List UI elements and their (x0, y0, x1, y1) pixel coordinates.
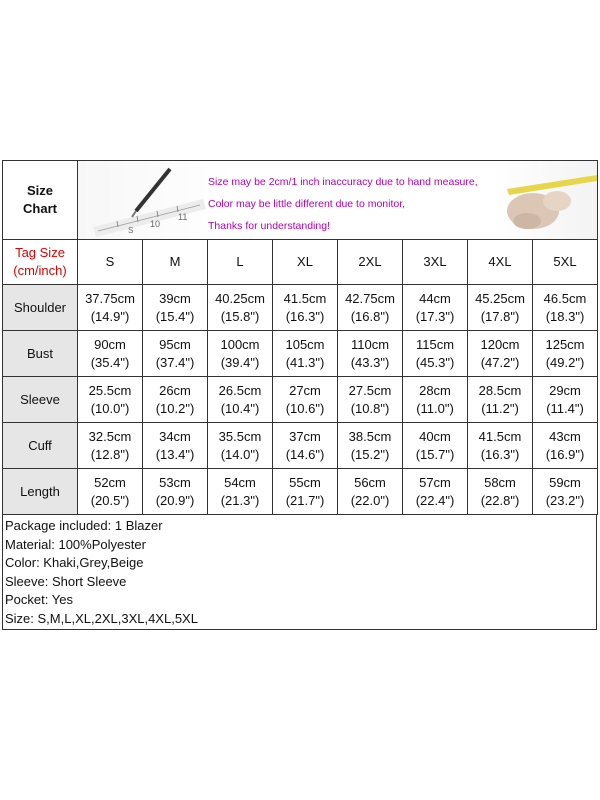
measurement-cell (208, 285, 273, 331)
measurement-row (3, 469, 598, 515)
ruler-mark-10: 10 (150, 219, 161, 229)
row-label: Shoulder (3, 285, 78, 331)
cm-value: 37cm (289, 428, 321, 444)
product-info-panel (2, 514, 597, 630)
inch-value: (22.8") (480, 492, 520, 508)
measurement-cell (78, 285, 143, 331)
cm-value: 46.5cm (543, 290, 587, 306)
inch-value: (16.3") (285, 308, 325, 324)
size-header-l: L (208, 240, 273, 285)
measurement-cell (78, 469, 143, 515)
inch-value: (41.3") (285, 354, 325, 370)
inch-value: (13.4") (155, 446, 195, 462)
cm-value: 53cm (159, 474, 191, 490)
cm-value: 25.5cm (88, 382, 132, 398)
measurement-row (3, 423, 598, 469)
measurement-cell (533, 331, 598, 377)
cm-value: 34cm (159, 428, 191, 444)
info-color: Color: Khaki,Grey,Beige (5, 555, 144, 571)
row-label: Bust (3, 331, 78, 377)
cm-value: 59cm (549, 474, 581, 490)
inch-value: (35.4") (90, 354, 130, 370)
cm-value: 29cm (549, 382, 581, 398)
inch-value: (23.2") (545, 492, 585, 508)
hand-tape-measure-icon (487, 161, 597, 239)
row-label: Sleeve (3, 377, 78, 423)
cm-value: 100cm (220, 336, 260, 352)
ruler-mark-11: 11 (178, 212, 188, 222)
inch-value: (39.4") (220, 354, 260, 370)
cm-value: 26.5cm (218, 382, 262, 398)
inch-value: (49.2") (545, 354, 585, 370)
inch-value: (10.0") (90, 400, 130, 416)
size-header-3xl: 3XL (403, 240, 468, 285)
measurement-cell (273, 377, 338, 423)
measurement-cell (338, 285, 403, 331)
cm-value: 44cm (419, 290, 451, 306)
cm-value: 125cm (545, 336, 585, 352)
inch-value: (12.8") (90, 446, 130, 462)
measurement-cell (78, 423, 143, 469)
size-header-2xl: 2XL (338, 240, 403, 285)
cm-value: 43cm (549, 428, 581, 444)
cm-value: 115cm (415, 336, 455, 352)
size-chart-title (3, 161, 78, 240)
note-color: Color may be little different due to monitor, (208, 198, 406, 210)
size-header-5xl: 5XL (533, 240, 598, 285)
inch-value: (11.2") (481, 400, 519, 416)
inch-value: (17.3") (415, 308, 455, 324)
measurement-cell (78, 331, 143, 377)
cm-value: 32.5cm (88, 428, 132, 444)
cm-value: 40cm (419, 428, 451, 444)
measurement-cell (208, 469, 273, 515)
cm-value: 27.5cm (348, 382, 392, 398)
measurement-row (3, 331, 598, 377)
cm-value: 42.75cm (345, 290, 395, 306)
inch-value: (14.0") (220, 446, 260, 462)
cm-value: 55cm (289, 474, 321, 490)
size-header-xl: XL (273, 240, 338, 285)
measurement-row (3, 377, 598, 423)
note-inaccuracy: Size may be 2cm/1 inch inaccuracy due to hand measure, (208, 176, 478, 188)
cm-value: 40.25cm (215, 290, 265, 306)
inch-value: (37.4") (155, 354, 195, 370)
measurement-cell (143, 331, 208, 377)
inch-value: (45.3") (415, 354, 455, 370)
measurement-cell (403, 331, 468, 377)
size-header-m: M (143, 240, 208, 285)
info-size: Size: S,M,L,XL,2XL,3XL,4XL,5XL (5, 610, 198, 626)
measurement-cell (468, 377, 533, 423)
inch-value: (14.6") (285, 446, 325, 462)
inch-value: (10.8") (350, 400, 390, 416)
cm-value: 105cm (285, 336, 325, 352)
measurement-cell (273, 331, 338, 377)
measurement-cell (338, 377, 403, 423)
inch-value: (22.4") (415, 492, 455, 508)
measurement-cell (143, 469, 208, 515)
measurement-cell (208, 377, 273, 423)
cm-value: 90cm (94, 336, 126, 352)
measurement-cell (338, 423, 403, 469)
inch-value: (21.3") (220, 492, 260, 508)
inch-value: (14.9") (90, 308, 130, 324)
row-label: Cuff (3, 423, 78, 469)
inch-value: (10.6") (285, 400, 325, 416)
measurement-cell (78, 377, 143, 423)
cm-value: 41.5cm (478, 428, 522, 444)
inch-value: (21.7") (285, 492, 325, 508)
cm-value: 57cm (419, 474, 451, 490)
measurement-cell (208, 423, 273, 469)
tag-size-header (3, 240, 78, 285)
ruler-mark-s: S (128, 226, 134, 235)
measurement-cell (273, 285, 338, 331)
measurement-cell (403, 469, 468, 515)
cm-value: 27cm (289, 382, 321, 398)
measurement-cell (208, 331, 273, 377)
size-header-s: S (78, 240, 143, 285)
inch-value: (18.3") (545, 308, 585, 324)
row-label: Length (3, 469, 78, 515)
measurement-cell (273, 469, 338, 515)
cm-value: 58cm (484, 474, 516, 490)
inch-value: (17.8") (480, 308, 520, 324)
inch-value: (15.2") (350, 446, 390, 462)
cm-value: 28.5cm (478, 382, 522, 398)
cm-value: 38.5cm (348, 428, 392, 444)
inch-value: (43.3") (350, 354, 390, 370)
measurement-cell (533, 285, 598, 331)
inch-value: (15.4") (155, 308, 195, 324)
inch-value: (15.7") (415, 446, 455, 462)
info-package: Package included: 1 Blazer (5, 518, 163, 533)
measurement-cell (143, 285, 208, 331)
info-sleeve: Sleeve: Short Sleeve (5, 573, 127, 589)
cm-value: 52cm (94, 474, 126, 490)
cm-value: 26cm (159, 382, 191, 398)
measurement-cell (403, 423, 468, 469)
measurement-cell (533, 377, 598, 423)
tape-measure-pencil-icon (78, 161, 218, 239)
cm-value: 39cm (159, 290, 191, 306)
inch-value: (16.8") (350, 308, 390, 324)
inch-value: (16.3") (480, 446, 520, 462)
measurement-cell (468, 469, 533, 515)
measurement-cell (468, 331, 533, 377)
size-chart-table (2, 160, 598, 515)
measurement-cell (403, 285, 468, 331)
cm-value: 56cm (354, 474, 386, 490)
tag-size-line-2: (cm/inch) (13, 263, 67, 278)
measurement-cell (338, 469, 403, 515)
size-header-4xl: 4XL (468, 240, 533, 285)
cm-value: 120cm (480, 336, 520, 352)
inch-value: (11.4") (546, 400, 584, 416)
measurement-cell (143, 377, 208, 423)
measurement-cell (533, 423, 598, 469)
inch-value: (22.0") (350, 492, 390, 508)
cm-value: 41.5cm (283, 290, 327, 306)
header-banner (78, 161, 598, 240)
note-thanks: Thanks for understanding! (208, 220, 330, 232)
cm-value: 37.75cm (85, 290, 135, 306)
info-material: Material: 100%Polyester (5, 536, 146, 552)
cm-value: 28cm (419, 382, 451, 398)
inch-value: (20.5") (90, 492, 130, 508)
measurement-cell (273, 423, 338, 469)
cm-value: 95cm (159, 336, 191, 352)
inch-value: (16.9") (545, 446, 585, 462)
measurement-cell (468, 423, 533, 469)
measurement-cell (338, 331, 403, 377)
inch-value: (47.2") (480, 354, 520, 370)
measurement-cell (143, 423, 208, 469)
inch-value: (10.2") (155, 400, 195, 416)
info-pocket: Pocket: Yes (5, 592, 73, 608)
inch-value: (11.0") (416, 400, 454, 416)
inch-value: (10.4") (220, 400, 260, 416)
measurement-row (3, 285, 598, 331)
cm-value: 54cm (224, 474, 256, 490)
measurement-cell (533, 469, 598, 515)
cm-value: 35.5cm (218, 428, 262, 444)
cm-value: 45.25cm (475, 290, 525, 306)
title-line-2: Chart (23, 201, 57, 216)
inch-value: (20.9") (155, 492, 195, 508)
measurement-cell (468, 285, 533, 331)
inch-value: (15.8") (220, 308, 260, 324)
cm-value: 110cm (350, 336, 390, 352)
measurement-cell (403, 377, 468, 423)
tag-size-line-1: Tag Size (15, 245, 65, 260)
title-line-1: Size (26, 183, 53, 198)
